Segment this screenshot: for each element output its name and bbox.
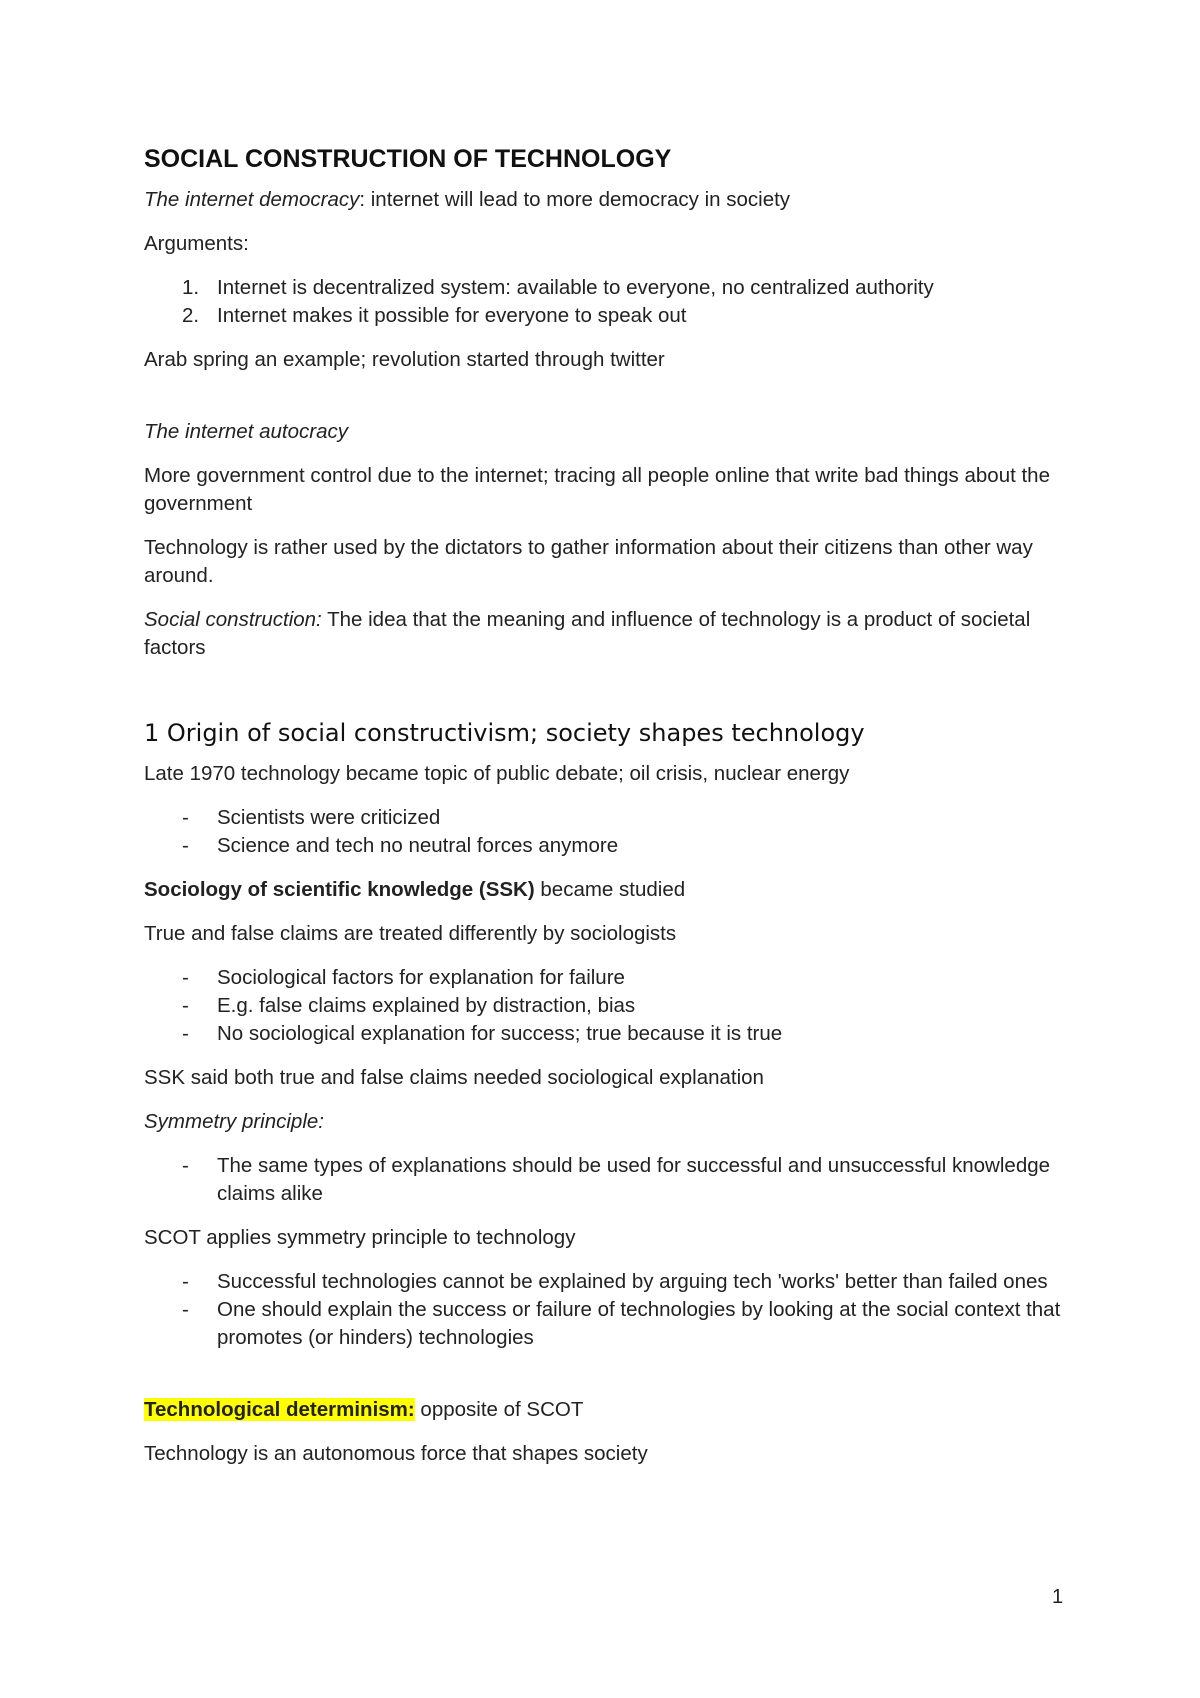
list-item-text: Internet is decentralized system: available to everyone, no centralized authority bbox=[217, 276, 934, 299]
list-marker: - bbox=[182, 806, 189, 829]
list-marker: - bbox=[182, 1270, 189, 1293]
list-item bbox=[144, 804, 1064, 832]
list-marker: 2. bbox=[182, 304, 200, 327]
spacer bbox=[144, 390, 1064, 418]
list-item-text: Science and tech no neutral forces anymore bbox=[217, 834, 619, 857]
tech-determinism-paragraph bbox=[144, 1396, 1064, 1424]
document-body bbox=[144, 142, 1064, 1484]
list-marker: - bbox=[182, 966, 189, 989]
list-item bbox=[144, 992, 1064, 1020]
ssk-paragraph bbox=[144, 876, 1064, 904]
ssk-said-paragraph: SSK said both true and false claims needed sociological explanation bbox=[144, 1066, 764, 1089]
list-item bbox=[144, 302, 1064, 330]
list-marker: - bbox=[182, 1298, 189, 1321]
list-item bbox=[144, 274, 1064, 302]
list-item bbox=[144, 964, 1064, 992]
autocracy-heading: The internet autocracy bbox=[144, 420, 348, 443]
list-item bbox=[144, 1296, 1064, 1352]
list-marker: - bbox=[182, 994, 189, 1017]
social-construction-rest: The idea that the meaning and influence of technology is a product of societal factors bbox=[144, 608, 1031, 659]
intro-rest: : internet will lead to more democracy in society bbox=[359, 188, 791, 211]
tech-determinism-term: Technological determinism: bbox=[144, 1398, 415, 1421]
list-item-text: Sociological factors for explanation for failure bbox=[217, 966, 625, 989]
list-item bbox=[144, 1268, 1064, 1296]
list-item-text: Scientists were criticized bbox=[217, 806, 441, 829]
list-item bbox=[144, 1152, 1064, 1208]
list-marker: 1. bbox=[182, 276, 200, 299]
symmetry-heading: Symmetry principle: bbox=[144, 1110, 324, 1133]
list-item-text: Successful technologies cannot be explained by arguing tech 'works' better than failed ones bbox=[217, 1270, 1048, 1293]
list-item-text: Internet makes it possible for everyone to speak out bbox=[217, 304, 687, 327]
spacer bbox=[144, 1368, 1064, 1396]
list-item-text: One should explain the success or failure of technologies by looking at the social context that promotes (or hinders) technologies bbox=[217, 1298, 1061, 1349]
true-false-paragraph: True and false claims are treated differently by sociologists bbox=[144, 922, 677, 945]
late-1970-list bbox=[144, 804, 1064, 860]
ssk-rest: became studied bbox=[534, 878, 686, 901]
page-number: 1 bbox=[1052, 1586, 1064, 1608]
document-title: SOCIAL CONSTRUCTION OF TECHNOLOGY bbox=[144, 145, 672, 173]
scot-list bbox=[144, 1268, 1064, 1352]
intro-paragraph bbox=[144, 186, 1064, 214]
list-item bbox=[144, 1020, 1064, 1048]
spacer bbox=[144, 678, 1064, 706]
late-1970-paragraph: Late 1970 technology became topic of public debate; oil crisis, nuclear energy bbox=[144, 762, 850, 785]
arguments-label: Arguments: bbox=[144, 232, 249, 255]
tech-determinism-rest: opposite of SCOT bbox=[414, 1398, 584, 1421]
tech-autonomous-paragraph: Technology is an autonomous force that shapes society bbox=[144, 1442, 648, 1465]
list-item-text: No sociological explanation for success; true because it is true bbox=[217, 1022, 783, 1045]
scot-applies-paragraph: SCOT applies symmetry principle to technology bbox=[144, 1226, 576, 1249]
list-item-text: E.g. false claims explained by distraction, bias bbox=[217, 994, 636, 1017]
symmetry-list bbox=[144, 1152, 1064, 1208]
list-item-text: The same types of explanations should be used for successful and unsuccessful knowledge claims alike bbox=[217, 1154, 1051, 1205]
social-construction-term: Social construction: bbox=[144, 608, 322, 631]
list-marker: - bbox=[182, 1154, 189, 1177]
list-marker: - bbox=[182, 1022, 189, 1045]
social-construction-paragraph bbox=[144, 606, 1064, 662]
arguments-list bbox=[144, 274, 1064, 330]
autocracy-paragraph-1: More government control due to the internet; tracing all people online that write bad things about the government bbox=[144, 464, 1050, 515]
arab-spring-paragraph: Arab spring an example; revolution started through twitter bbox=[144, 348, 665, 371]
autocracy-paragraph-2: Technology is rather used by the dictators to gather information about their citizens than other way around. bbox=[144, 536, 1033, 587]
intro-term: The internet democracy bbox=[144, 188, 360, 211]
list-marker: - bbox=[182, 834, 189, 857]
true-false-list bbox=[144, 964, 1064, 1048]
section-1-heading: 1 Origin of social constructivism; society shapes technology bbox=[144, 719, 865, 747]
ssk-term: Sociology of scientific knowledge (SSK) bbox=[144, 878, 535, 901]
list-item bbox=[144, 832, 1064, 860]
